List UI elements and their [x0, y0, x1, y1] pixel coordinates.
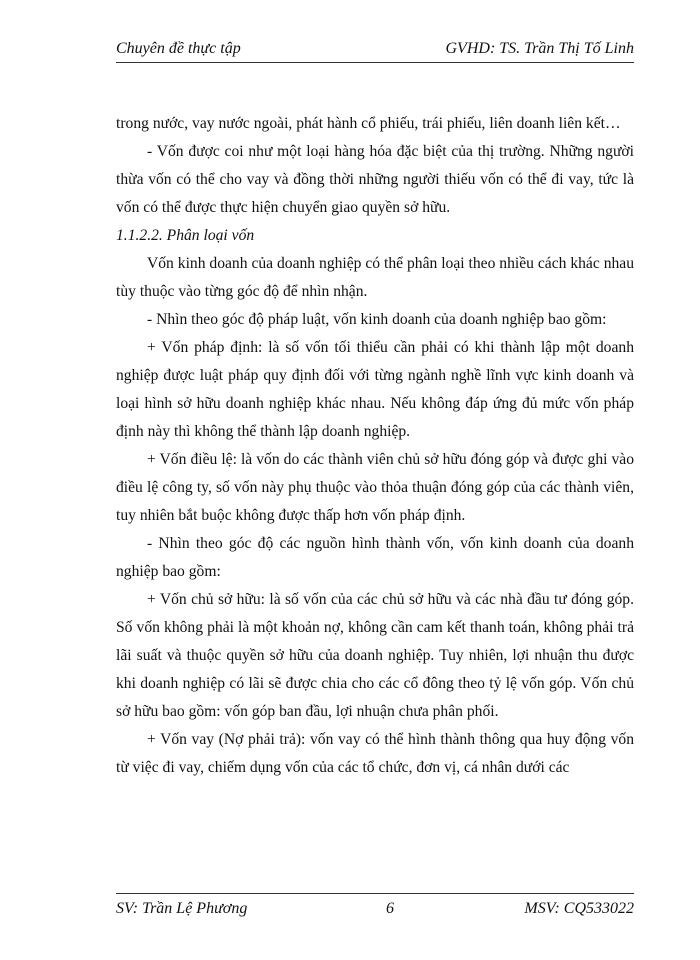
- paragraph-classification-intro: Vốn kinh doanh của doanh nghiệp có thể phân loại theo nhiều cách khác nhau tùy thuộc vào từng góc độ để nhìn nhận.: [116, 255, 634, 300]
- paragraph-charter-capital: + Vốn điều lệ: là vốn do các thành viên chủ sở hữu đóng góp và được ghi vào điều lệ công ty, số vốn này phụ thuộc vào thỏa thuận đóng góp của các thành viên, tuy nhiên bắt buộc không được thấp hơn vốn pháp định.: [116, 451, 634, 524]
- page-header: [116, 38, 634, 63]
- paragraph-borrowed-capital: + Vốn vay (Nợ phải trả): vốn vay có thể hình thành thông qua huy động vốn từ việc đi vay, chiếm dụng vốn của các tổ chức, đơn vị, cá nhân dưới các: [116, 731, 634, 776]
- page-number: 6: [386, 900, 394, 917]
- page-footer: [116, 893, 634, 920]
- section-heading-capital-classification: 1.1.2.2. Phân loại vốn: [116, 227, 255, 244]
- header-supervisor: GVHD: TS. Trần Thị Tố Linh: [445, 40, 634, 57]
- document-body: [116, 110, 634, 782]
- paragraph-owner-equity: + Vốn chủ sở hữu: là số vốn của các chủ sở hữu và các nhà đầu tư đóng góp. Số vốn không phải là một khoản nợ, không cần cam kết thanh toán, không phải trả lãi suất và thuộc quyền sở hữu của doanh nghiệp. Tuy nhiên, lợi nhuận thu được khi doanh nghiệp có lãi sẽ được chia cho các cổ đông theo tỷ lệ vốn góp. Vốn chủ sở hữu bao gồm: vốn góp ban đầu, lợi nhuận chưa phân phối.: [116, 591, 634, 720]
- paragraph-legal-perspective: - Nhìn theo góc độ pháp luật, vốn kinh doanh của doanh nghiệp bao gồm:: [147, 311, 607, 328]
- paragraph-capital-commodity: - Vốn được coi như một loại hàng hóa đặc biệt của thị trường. Những người thừa vốn có thể cho vay và đồng thời những người thiếu vốn có thể đi vay, tức là vốn có thể được thực hiện chuyển giao quyền sở hữu.: [116, 143, 634, 216]
- paragraph-source-perspective: - Nhìn theo góc độ các nguồn hình thành vốn, vốn kinh doanh của doanh nghiệp bao gồm:: [116, 535, 634, 580]
- footer-student-id: MSV: CQ533022: [524, 900, 634, 917]
- header-course-title: Chuyên đề thực tập: [116, 40, 241, 57]
- paragraph-continuation: trong nước, vay nước ngoài, phát hành cổ phiếu, trái phiếu, liên doanh liên kết…: [116, 115, 621, 132]
- paragraph-legal-capital: + Vốn pháp định: là số vốn tối thiểu cần phải có khi thành lập một doanh nghiệp được luật pháp quy định đối với từng ngành nghề lĩnh vực kinh doanh và loại hình sở hữu doanh nghiệp khác nhau. Nếu không đáp ứng đủ mức vốn pháp định này thì không thể thành lập doanh nghiệp.: [116, 339, 634, 440]
- footer-student-name: SV: Trần Lệ Phương: [116, 900, 248, 917]
